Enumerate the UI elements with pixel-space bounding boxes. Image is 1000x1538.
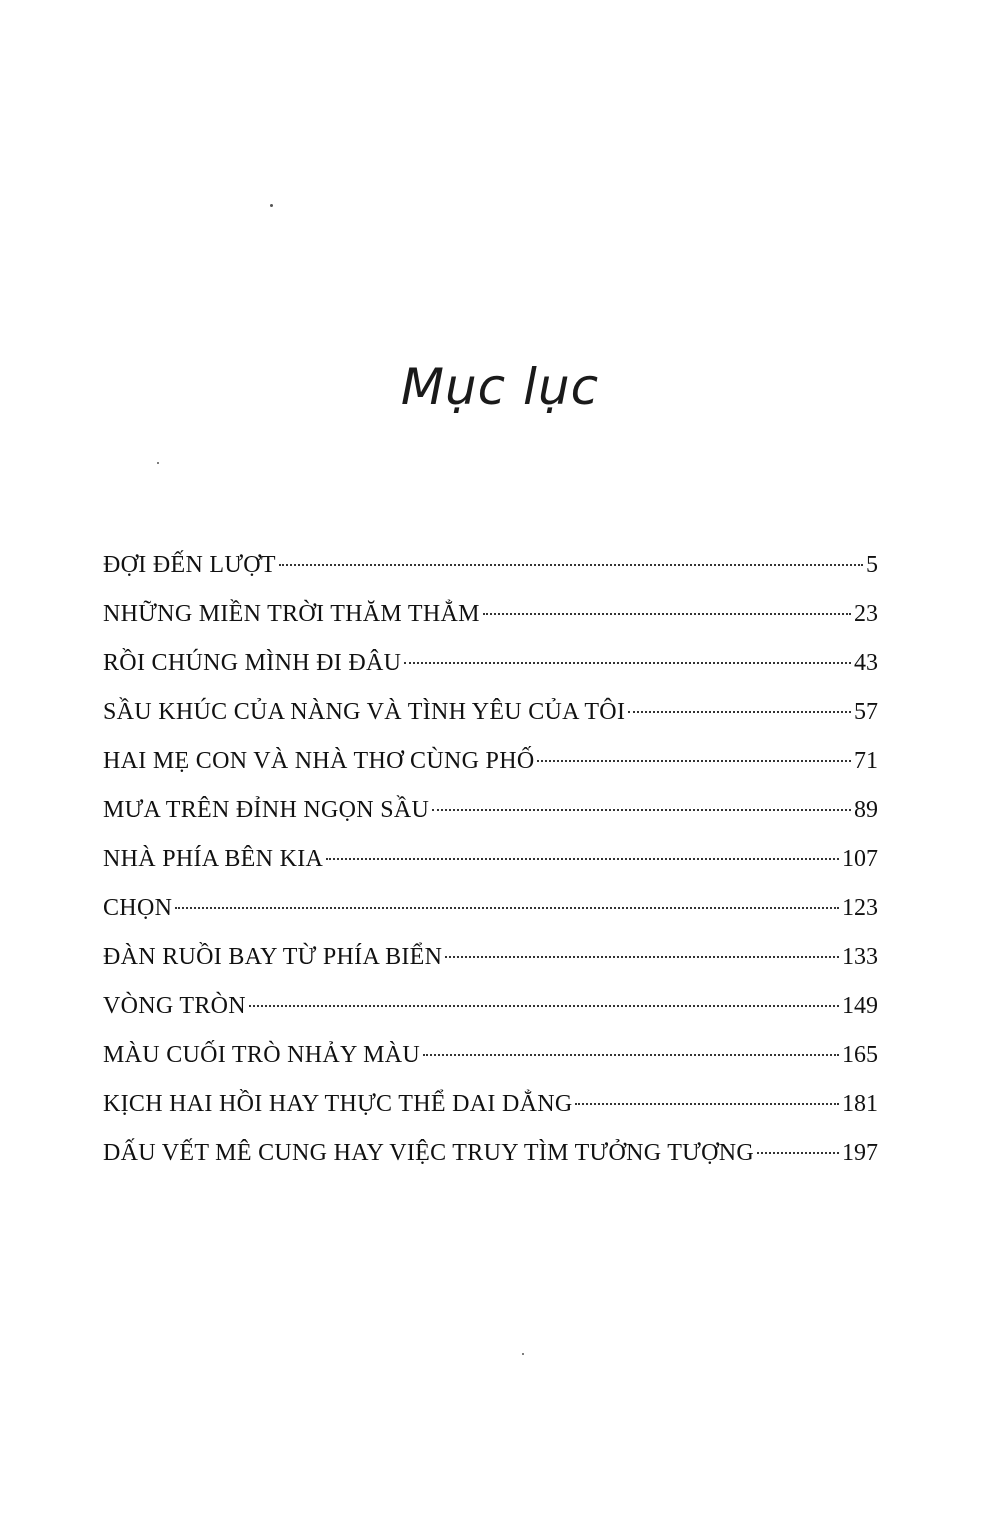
- toc-entry-page-number: 71: [854, 748, 878, 774]
- toc-entry-page-number: 5: [866, 552, 878, 578]
- scan-speck: [270, 204, 273, 207]
- page-title: Mục lục: [400, 358, 600, 416]
- toc-entry-page-number: 107: [842, 846, 878, 872]
- toc-entry-title: NHỮNG MIỀN TRỜI THĂM THẲM: [103, 601, 480, 627]
- toc-entry-title: NHÀ PHÍA BÊN KIA: [103, 846, 324, 872]
- toc-entry-title: VÒNG TRÒN: [103, 993, 246, 1019]
- toc-dot-leader: [423, 1054, 839, 1056]
- toc-dot-leader: [175, 907, 839, 909]
- toc-entry: [103, 639, 878, 688]
- toc-dot-leader: [757, 1152, 839, 1154]
- table-of-contents: [103, 541, 878, 1178]
- toc-entry: [103, 982, 878, 1031]
- toc-entry: [103, 884, 878, 933]
- toc-entry-page-number: 165: [842, 1042, 878, 1068]
- toc-entry: [103, 541, 878, 590]
- toc-dot-leader: [279, 564, 863, 566]
- toc-dot-leader: [326, 858, 839, 860]
- toc-entry-title: SẦU KHÚC CỦA NÀNG VÀ TÌNH YÊU CỦA TÔI: [103, 699, 626, 725]
- toc-entry-page-number: 197: [842, 1140, 878, 1166]
- toc-dot-leader: [249, 1005, 839, 1007]
- toc-entry-title: ĐỢI ĐẾN LƯỢT: [103, 552, 276, 578]
- toc-entry-page-number: 123: [842, 895, 878, 921]
- scan-speck: [522, 1353, 524, 1355]
- toc-entry: [103, 590, 878, 639]
- toc-entry-page-number: 133: [842, 944, 878, 970]
- toc-dot-leader: [445, 956, 839, 958]
- toc-dot-leader: [575, 1103, 839, 1105]
- toc-dot-leader: [483, 613, 851, 615]
- toc-entry: [103, 933, 878, 982]
- toc-entry-page-number: 149: [842, 993, 878, 1019]
- toc-entry-title: DẤU VẾT MÊ CUNG HAY VIỆC TRUY TÌM TƯỞNG TƯỢNG: [103, 1140, 754, 1166]
- toc-entry-title: HAI MẸ CON VÀ NHÀ THƠ CÙNG PHỐ: [103, 748, 535, 774]
- toc-entry: [103, 835, 878, 884]
- toc-entry-title: RỒI CHÚNG MÌNH ĐI ĐÂU: [103, 650, 402, 676]
- toc-entry-page-number: 89: [854, 797, 878, 823]
- toc-dot-leader: [404, 662, 851, 664]
- toc-dot-leader: [537, 760, 851, 762]
- toc-dot-leader: [432, 809, 851, 811]
- toc-entry: [103, 1031, 878, 1080]
- toc-dot-leader: [628, 711, 851, 713]
- toc-entry-title: MÀU CUỐI TRÒ NHẢY MÀU: [103, 1042, 420, 1068]
- toc-entry-title: MƯA TRÊN ĐỈNH NGỌN SẦU: [103, 797, 430, 823]
- toc-entry-page-number: 57: [854, 699, 878, 725]
- scan-speck: [157, 462, 159, 464]
- toc-entry: [103, 688, 878, 737]
- toc-entry: [103, 1080, 878, 1129]
- toc-entry-title: ĐÀN RUỒI BAY TỪ PHÍA BIỂN: [103, 944, 443, 970]
- toc-entry: [103, 786, 878, 835]
- toc-entry-page-number: 43: [854, 650, 878, 676]
- toc-entry-page-number: 181: [842, 1091, 878, 1117]
- toc-entry: [103, 737, 878, 786]
- toc-entry: [103, 1129, 878, 1178]
- toc-entry-page-number: 23: [854, 601, 878, 627]
- toc-entry-title: KỊCH HAI HỒI HAY THỰC THỂ DAI DẲNG: [103, 1091, 573, 1117]
- toc-entry-title: CHỌN: [103, 895, 173, 921]
